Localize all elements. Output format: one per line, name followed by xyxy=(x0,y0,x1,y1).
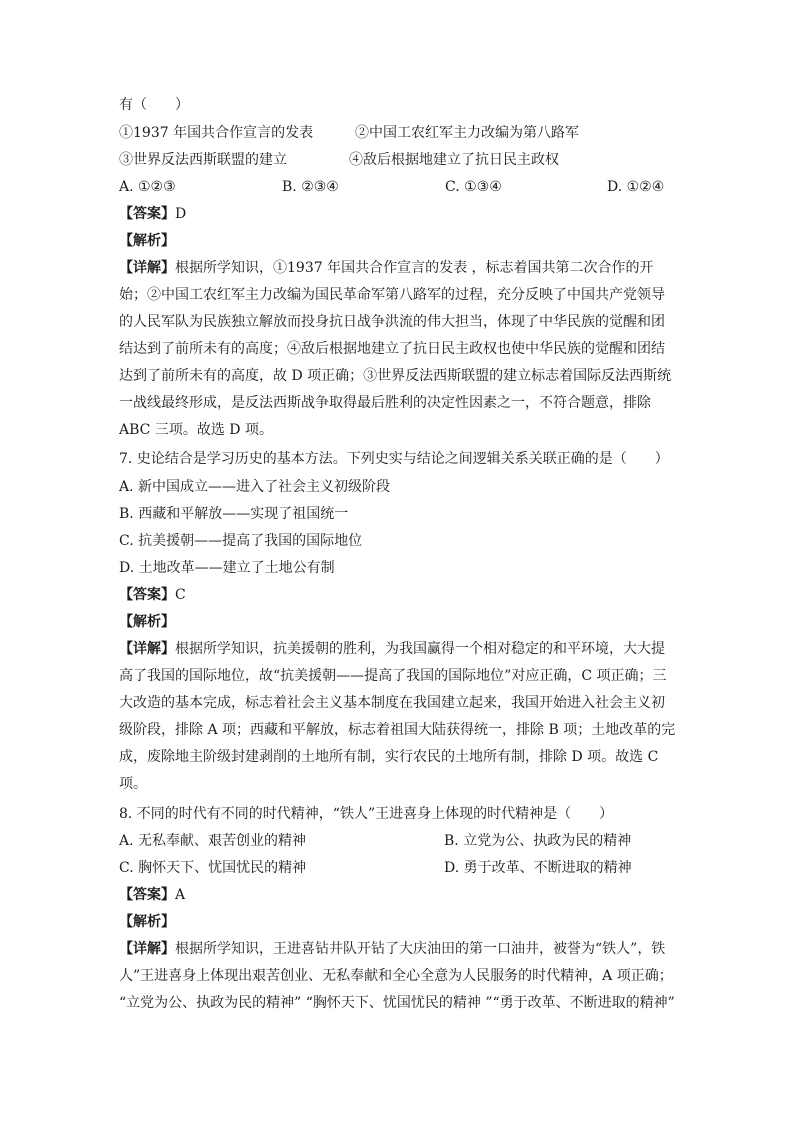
detail-line: 级阶段，排除 A 项；西藏和平解放，标志着祖国大陆获得统一，排除 B 项；土地改革的完 xyxy=(119,722,676,738)
q6-option-d: D. ①②④ xyxy=(607,179,665,195)
detail-line: ABC 三项。故选 D 项。 xyxy=(119,422,273,438)
detail-line: 成，废除地主阶级封建剥削的土地所有制，实行农民的土地所有制，排除 D 项。故选 C xyxy=(119,749,659,765)
detail-line: 项。 xyxy=(119,776,147,792)
detail-line: 人”王进喜身上体现出艰苦创业、无私奉献和全心全意为人民服务的时代精神，A 项正确； xyxy=(119,968,673,984)
detail-tag: 【详解】 xyxy=(119,941,175,957)
q6-analysis-heading xyxy=(119,232,679,250)
answer-tag: 【答案】 xyxy=(119,587,175,603)
q8-analysis-heading xyxy=(119,913,679,931)
answer-tag: 【答案】 xyxy=(119,206,175,222)
q8-option-d: D. 勇于改革、不断进取的精神 xyxy=(444,860,632,876)
q6-item-4: ④敌后根据地建立了抗日民主政权 xyxy=(349,152,559,168)
q6-item-2: ②中国工农红军主力改编为第八路军 xyxy=(355,125,579,141)
q6-option-c: C. ①③④ xyxy=(445,179,502,195)
q8-option-b: B. 立党为公、执政为民的精神 xyxy=(444,833,632,849)
q7-option-d: D. 土地改革——建立了土地公有制 xyxy=(119,560,335,576)
detail-line: 始；②中国工农红军主力改编为国民革命军第八路军的过程，充分反映了中国共产党领导 xyxy=(119,287,665,303)
detail-line: 根据所学知识，①1937 年国共合作宣言的发表 ，标志着国共第二次合作的开 xyxy=(175,260,654,276)
analysis-tag: 【解析】 xyxy=(119,233,175,249)
q7-answer xyxy=(119,586,679,604)
q6-answer xyxy=(119,205,679,223)
detail-line: 结达到了前所未有的高度；④敌后根据地建立了抗日民主政权也使中华民族的觉醒和团结 xyxy=(119,341,665,357)
answer-value: C xyxy=(175,587,186,603)
q7-option-a: A. 新中国成立——进入了社会主义初级阶段 xyxy=(119,479,391,495)
q8-stem: 8. 不同的时代有不同的时代精神，“铁人”王进喜身上体现的时代精神是（ ） xyxy=(119,806,614,822)
analysis-tag: 【解析】 xyxy=(119,614,175,630)
detail-line: 根据所学知识，王进喜钻井队开钻了大庆油田的第一口油井，被誉为“铁人”，铁 xyxy=(175,941,666,957)
detail-line: 高了我国的国际地位，故“抗美援朝——提高了我国的国际地位”对应正确，C 项正确；三 xyxy=(119,668,667,684)
analysis-tag: 【解析】 xyxy=(119,914,175,930)
answer-value: A xyxy=(175,887,186,903)
q6-option-b: B. ②③④ xyxy=(282,179,339,195)
q8-answer xyxy=(119,886,679,904)
detail-line: 达到了前所未有的高度，故 D 项正确；③世界反法西斯联盟的建立标志着国际反法西斯统 xyxy=(119,368,672,384)
q8-option-c: C. 胸怀天下、忧国忧民的精神 xyxy=(119,860,307,876)
q7-analysis-heading xyxy=(119,613,679,631)
detail-line: 的人民军队为民族独立解放而投身抗日战争洪流的伟大担当，体现了中华民族的觉醒和团 xyxy=(119,314,665,330)
q7-option-c: C. 抗美援朝——提高了我国的国际地位 xyxy=(119,533,363,549)
answer-value: D xyxy=(175,206,187,222)
q7-option-b: B. 西藏和平解放——实现了祖国统一 xyxy=(119,506,349,522)
answer-tag: 【答案】 xyxy=(119,887,175,903)
detail-tag: 【详解】 xyxy=(119,260,175,276)
detail-line: 大改造的基本完成，标志着社会主义基本制度在我国建立起来，我国开始进入社会主义初 xyxy=(119,695,665,711)
detail-line: 根据所学知识，抗美援朝的胜利，为我国赢得一个相对稳定的和平环境，大大提 xyxy=(175,641,665,657)
q6-item-1: ①1937 年国共合作宣言的发表 xyxy=(119,125,314,141)
q6-option-a: A. ①②③ xyxy=(119,179,176,195)
q6-stem-tail: 有（ ） xyxy=(119,97,189,113)
detail-tag: 【详解】 xyxy=(119,641,175,657)
detail-line: “立党为公、执政为民的精神” “胸怀天下、忧国忧民的精神 ”“勇于改革、不断进取的精神” xyxy=(119,995,675,1011)
q6-item-3: ③世界反法西斯联盟的建立 xyxy=(119,152,287,168)
q8-option-a: A. 无私奉献、艰苦创业的精神 xyxy=(119,833,307,849)
detail-line: 一战线最终形成，是反法西斯战争取得最后胜利的决定性因素之一，不符合题意，排除 xyxy=(119,395,651,411)
q7-stem: 7. 史论结合是学习历史的基本方法。下列史实与结论之间逻辑关系关联正确的是（ ） xyxy=(119,451,669,467)
